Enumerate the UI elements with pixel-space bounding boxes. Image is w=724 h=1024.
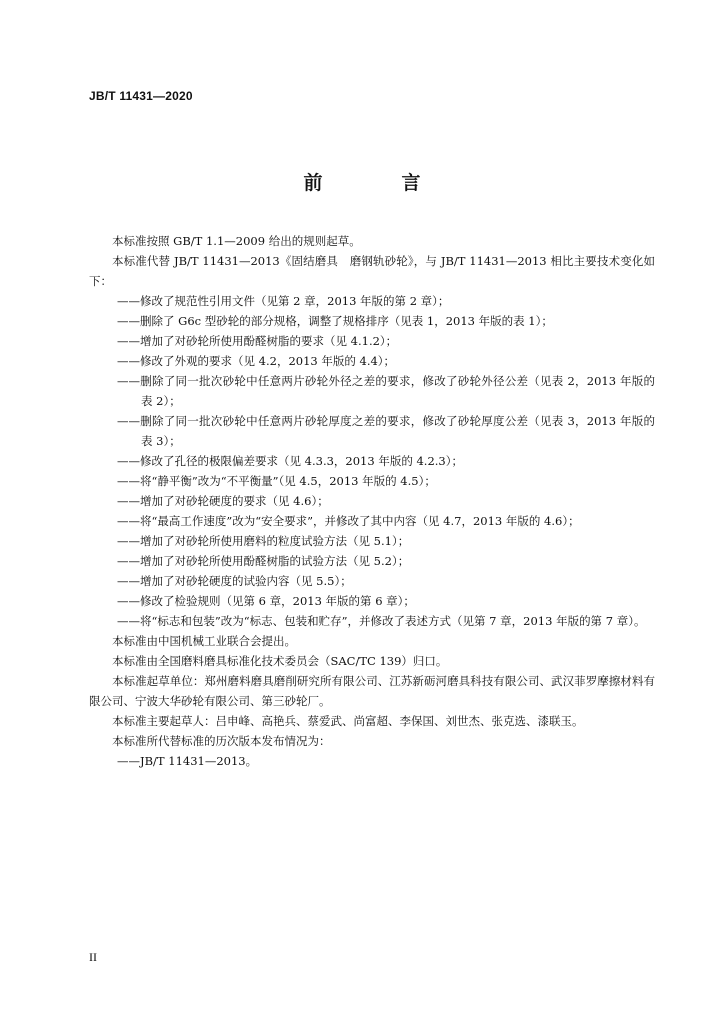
list-item: ——删除了 G6c 型砂轮的部分规格，调整了规格排序（见表 1，2013 年版的表 1）；	[117, 314, 553, 328]
paragraph-replacement-note: 本标准代替 JB/T 11431—2013《固结磨具 磨钢轨砂轮》，与 JB/T 11431—2013 相比主要技术变化如下：	[89, 254, 655, 288]
list-item: ——修改了外观的要求（见 4.2，2013 年版的 4.4）；	[117, 354, 396, 368]
paragraph-history-intro: 本标准所代替标准的历次版本发布情况为：	[112, 734, 331, 748]
list-item: ——将“静平衡”改为“不平衡量”（见 4.5，2013 年版的 4.5）；	[117, 474, 436, 488]
paragraph-drafting-units: 本标准起草单位：郑州磨料磨具磨削研究所有限公司、江苏新砺河磨具科技有限公司、武汉菲罗摩擦材料有限公司、宁波大华砂轮有限公司、第三砂轮厂。	[89, 674, 655, 708]
list-item: ——增加了对砂轮硬度的要求（见 4.6）；	[117, 494, 329, 508]
list-item: ——将“标志和包装”改为“标志、包装和贮存”，并修改了表述方式（见第 7 章，2013 年版的第 7 章）。	[117, 614, 646, 628]
list-item: ——修改了孔径的极限偏差要求（见 4.3.3，2013 年版的 4.2.3）；	[117, 454, 464, 468]
list-item: ——修改了检验规则（见第 6 章，2013 年版的第 6 章）；	[117, 594, 415, 608]
list-item: ——增加了对砂轮所使用磨料的粒度试验方法（见 5.1）；	[117, 534, 410, 548]
paragraph-drafting-rules: 本标准按照 GB/T 1.1—2009 给出的规则起草。	[112, 234, 361, 248]
list-item: ——增加了对砂轮硬度的试验内容（见 5.5）；	[117, 574, 352, 588]
list-item: ——JB/T 11431—2013。	[117, 754, 258, 768]
changes-list	[89, 291, 655, 631]
list-item: ——修改了规范性引用文件（见第 2 章，2013 年版的第 2 章）；	[117, 294, 450, 308]
paragraph-committee: 本标准由全国磨料磨具标准化技术委员会（SAC/TC 139）归口。	[112, 654, 448, 668]
paragraph-drafters: 本标准主要起草人：吕申峰、高艳兵、蔡爱武、尚富超、李保国、刘世杰、张克选、漆联玉。	[112, 714, 584, 728]
foreword-body	[89, 231, 655, 771]
standard-code: JB/T 11431—2020	[89, 89, 193, 103]
page-number: II	[89, 950, 97, 964]
list-item: ——删除了同一批次砂轮中任意两片砂轮厚度之差的要求，修改了砂轮厚度公差（见表 3，2013 年版的表 3）；	[117, 414, 655, 448]
list-item: ——增加了对砂轮所使用酚醛树脂的试验方法（见 5.2）；	[117, 554, 410, 568]
page-title: 前 言	[303, 172, 451, 194]
list-item: ——增加了对砂轮所使用酚醛树脂的要求（见 4.1.2）；	[117, 334, 398, 348]
list-item: ——删除了同一批次砂轮中任意两片砂轮外径之差的要求，修改了砂轮外径公差（见表 2，2013 年版的表 2）；	[117, 374, 655, 408]
list-item: ——将“最高工作速度”改为“安全要求”，并修改了其中内容（见 4.7，2013 年版的 4.6）；	[117, 514, 580, 528]
paragraph-proposer: 本标准由中国机械工业联合会提出。	[112, 634, 296, 648]
